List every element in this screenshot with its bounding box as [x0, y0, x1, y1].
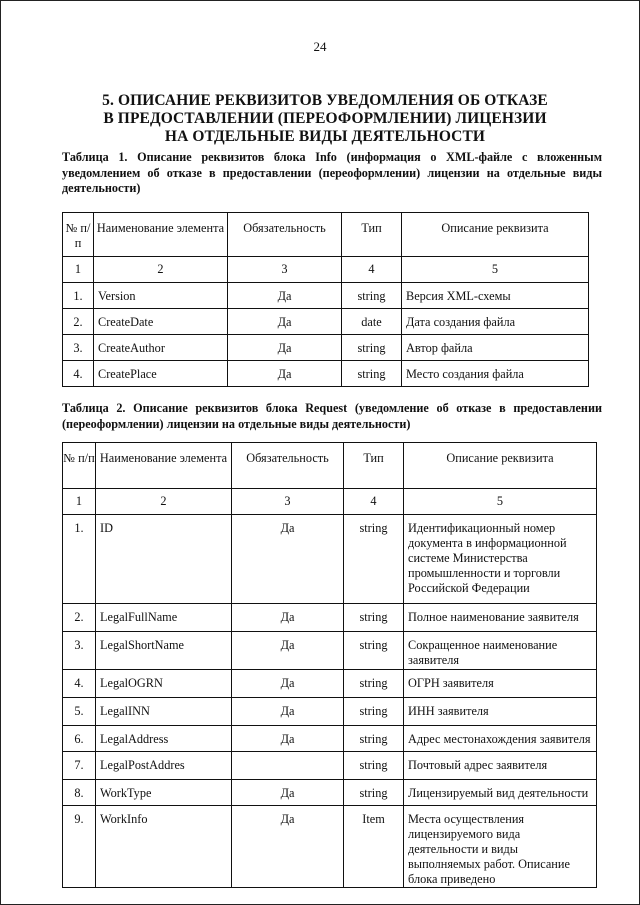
element-name: LegalINN	[96, 698, 232, 726]
element-name: CreatePlace	[94, 361, 228, 387]
table1-info-block	[62, 212, 589, 387]
required-flag: Да	[232, 806, 344, 888]
section-title-line-3: НА ОТДЕЛЬНЫЕ ВИДЫ ДЕЯТЕЛЬНОСТИ	[164, 128, 486, 145]
header-description: Описание реквизита	[404, 443, 597, 489]
row-number: 4.	[63, 361, 94, 387]
column-number: 1	[63, 489, 96, 515]
row-number: 9.	[63, 806, 96, 888]
required-flag: Да	[232, 670, 344, 698]
table1-column-numbers-row	[63, 257, 589, 283]
element-description: Полное наименование заявителя	[404, 604, 597, 632]
element-type: string	[344, 752, 404, 780]
element-type: date	[342, 309, 402, 335]
row-number: 3.	[63, 335, 94, 361]
table2-request-block	[62, 442, 597, 888]
section-title	[60, 92, 590, 146]
table-row	[63, 361, 589, 387]
element-name: LegalOGRN	[96, 670, 232, 698]
element-type: string	[342, 361, 402, 387]
table-row	[63, 726, 597, 752]
header-num: № п/п	[63, 213, 94, 257]
element-description: Почтовый адрес заявителя	[404, 752, 597, 780]
table-row	[63, 283, 589, 309]
page-number: 24	[313, 39, 327, 54]
table-row	[63, 670, 597, 698]
element-type: Item	[344, 806, 404, 888]
table2-body	[63, 515, 597, 888]
required-flag	[232, 752, 344, 780]
header-required: Обязательность	[232, 443, 344, 489]
table2-column-numbers-row	[63, 489, 597, 515]
element-description: Версия XML-схемы	[402, 283, 589, 309]
table-row	[63, 780, 597, 806]
column-number: 4	[342, 257, 402, 283]
element-description: Сокращенное наименование заявителя	[404, 632, 597, 670]
row-number: 1.	[63, 515, 96, 604]
table-row	[63, 752, 597, 780]
element-type: string	[342, 335, 402, 361]
element-name: LegalPostAddres	[96, 752, 232, 780]
table1-body	[63, 283, 589, 387]
row-number: 1.	[63, 283, 94, 309]
column-number: 4	[344, 489, 404, 515]
table2-header-row	[63, 443, 597, 489]
header-name: Наименование элемента	[96, 443, 232, 489]
required-flag: Да	[232, 604, 344, 632]
header-type: Тип	[344, 443, 404, 489]
column-number: 3	[232, 489, 344, 515]
column-number: 2	[94, 257, 228, 283]
header-required: Обязательность	[228, 213, 342, 257]
table-row	[63, 335, 589, 361]
row-number: 8.	[63, 780, 96, 806]
element-description: Места осуществления лицензируемого вида деятельности и виды выполняемых работ. Описание блока приведено	[404, 806, 597, 888]
header-num: № п/п	[63, 443, 96, 489]
element-type: string	[344, 726, 404, 752]
row-number: 5.	[63, 698, 96, 726]
table1-header-row	[63, 213, 589, 257]
row-number: 4.	[63, 670, 96, 698]
column-number: 1	[63, 257, 94, 283]
required-flag: Да	[228, 309, 342, 335]
element-name: LegalAddress	[96, 726, 232, 752]
element-description: Автор файла	[402, 335, 589, 361]
required-flag: Да	[232, 780, 344, 806]
element-name: CreateAuthor	[94, 335, 228, 361]
table-row	[63, 309, 589, 335]
element-name: ID	[96, 515, 232, 604]
element-description: Идентификационный номер документа в информационной системе Министерства промышленности и торговли Российской Федерации	[404, 515, 597, 604]
element-name: WorkType	[96, 780, 232, 806]
table-row	[63, 515, 597, 604]
section-title-line-2: В ПРЕДОСТАВЛЕНИИ (ПЕРЕОФОРМЛЕНИИ) ЛИЦЕНЗИИ	[103, 110, 547, 127]
row-number: 2.	[63, 604, 96, 632]
element-type: string	[344, 670, 404, 698]
row-number: 3.	[63, 632, 96, 670]
row-number: 7.	[63, 752, 96, 780]
table-row	[63, 604, 597, 632]
element-description: Место создания файла	[402, 361, 589, 387]
element-name: LegalFullName	[96, 604, 232, 632]
element-type: string	[344, 632, 404, 670]
element-type: string	[344, 515, 404, 604]
element-name: WorkInfo	[96, 806, 232, 888]
element-name: Version	[94, 283, 228, 309]
element-description: Адрес местонахождения заявителя	[404, 726, 597, 752]
element-type: string	[344, 780, 404, 806]
element-description: Дата создания файла	[402, 309, 589, 335]
required-flag: Да	[232, 515, 344, 604]
header-description: Описание реквизита	[402, 213, 589, 257]
element-type: string	[344, 698, 404, 726]
table2-caption: Таблица 2. Описание реквизитов блока Request (уведомление об отказе в предоставлении (переоформлении) лицензии на отдельные виды деятельности)	[62, 401, 602, 431]
required-flag: Да	[228, 335, 342, 361]
required-flag: Да	[232, 632, 344, 670]
row-number: 2.	[63, 309, 94, 335]
section-title-line-1: 5. ОПИСАНИЕ РЕКВИЗИТОВ УВЕДОМЛЕНИЯ ОБ ОТКАЗЕ	[102, 92, 548, 109]
header-type: Тип	[342, 213, 402, 257]
required-flag: Да	[232, 726, 344, 752]
column-number: 5	[404, 489, 597, 515]
column-number: 3	[228, 257, 342, 283]
column-number: 2	[96, 489, 232, 515]
required-flag: Да	[228, 361, 342, 387]
row-number: 6.	[63, 726, 96, 752]
table-row	[63, 698, 597, 726]
column-number: 5	[402, 257, 589, 283]
element-name: LegalShortName	[96, 632, 232, 670]
element-description: ОГРН заявителя	[404, 670, 597, 698]
element-type: string	[342, 283, 402, 309]
table1-caption: Таблица 1. Описание реквизитов блока Info (информация о XML-файле с вложенным уведомлением об отказе в предоставлении (переоформлении) лицензии на отдельные виды деятельности)	[62, 150, 602, 195]
element-type: string	[344, 604, 404, 632]
element-description: ИНН заявителя	[404, 698, 597, 726]
element-name: CreateDate	[94, 309, 228, 335]
header-name: Наименование элемента	[94, 213, 228, 257]
table-row	[63, 632, 597, 670]
required-flag: Да	[228, 283, 342, 309]
required-flag: Да	[232, 698, 344, 726]
element-description: Лицензируемый вид деятельности	[404, 780, 597, 806]
table-row	[63, 806, 597, 888]
